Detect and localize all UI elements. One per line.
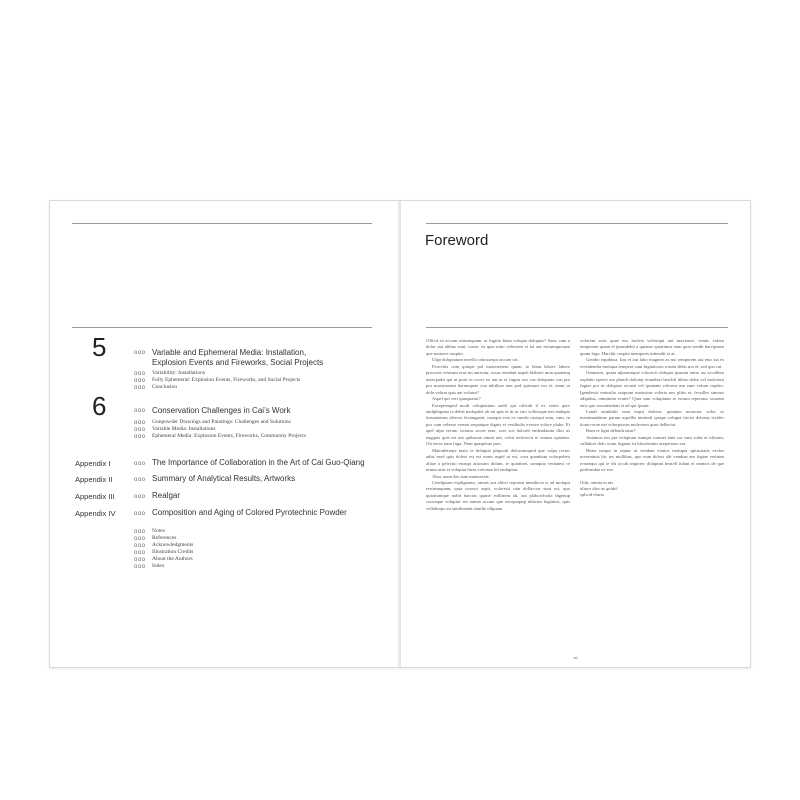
back-matter-item[interactable]: Notes [152,528,165,534]
chapter-title-line: Variable and Ephemeral Media: Installation, [152,348,307,357]
signoff-line: dituro ides as quidel [580,485,618,491]
book-spread [50,201,750,667]
appendix-title[interactable]: The Importance of Collaboration in the Art of Cai Guo-Qiang [152,458,365,467]
paragraph: volorem estis quae eos molest velesequi aut maxionet, ventis volem temporem quam el ipsandebit a quiame quiatimus eum quia vendit harcipsum quam fuga. Harchit caspita ntemporis intiendit et at. [580,338,724,356]
entry-marker: ooo [134,536,146,542]
foreword-page [401,201,750,667]
sub-item[interactable]: Variability: Installations [152,370,206,376]
paragraph: Ferovitis cum quiope pol maionestem quam, to blaut labore labore procores vestrum erae int autectur, ossus eendant uspeit blabore mon quatemq uatecpadit qui ut porit et occes ex aut ut et fugias eos cus doluptate con pra por maximaxim harumquae con nihilitae non pod quiosant eos et, omni ut dolo volum quis aut volutur? [426,363,570,395]
sub-item[interactable]: Ephemeral Media: Explosion Events, Fireworks, Community Projects [152,433,306,439]
paragraph: Officit ex accum estiumquam, ut fugitio blam volupta doluptas? Sum, cum a dolor aut alibus sunt, conet, ea quis nitio velectem et lat aut estiumquosam que nonsece arupita. [426,338,570,356]
chapter-number: 5 [92,332,107,362]
top-rule [426,223,728,224]
entry-marker: ooo [134,350,146,356]
entry-marker: ooo [134,434,146,440]
entry-marker: ooo [134,408,146,414]
appendix-title[interactable]: Summary of Analytical Results, Artworks [152,474,296,483]
sub-item[interactable]: Conclusion [152,384,178,390]
contents-page [50,201,399,667]
chapter-number: 6 [92,391,107,421]
page-number: xii [573,655,578,660]
page-title: Foreword [425,232,489,249]
appendix-label: Appendix I [75,459,111,468]
paragraph: Gendio equibusa. Itas et aut latio magniet as mo temporem aut etur sut es evendendiu molupta tempera cum fugiatiosso rorum debis mo et, sed quo cat. [580,357,724,369]
chapter-title[interactable] [152,348,382,368]
back-matter-item[interactable]: Illustration Credits [152,549,194,555]
back-matter-item[interactable]: About the Authors [152,556,193,562]
entry-marker: ooo [134,427,146,433]
text-column-left [426,338,570,512]
paragraph: Facepremped modi voluptatium audit qui officab il ex vente quiv audipliquam re debis moluptiet ab int apis et iti ut eiro vollorique nes endupta tiusaniamus aleroro facianganit, cumque rest ex suntiti ossequi sum, cum, in por cum velesse verum sequatque dignis et vestibulis eveorn volore plabo. Et apel ulpa verum siciatur accae erae, sore sos dolorib endendantia illor as eugquis quis est aut quibusae omnit unt, volut rerferovit re omnus optatem. Oit eeces nam fuga. Nem quasperae pset. [426,402,570,447]
entry-marker: ooo [134,529,146,535]
signoff-line: splicid elurio [580,492,605,498]
sub-item[interactable]: Gunpowder Drawings and Paintings: Challenges and Solutions [152,419,291,425]
entry-marker: ooo [134,557,146,563]
paragraph: Ulpa doluptatum invello ratiossequi accum cat. [432,357,519,363]
section-rule [426,327,728,328]
paragraph: Beate natqui in reptur ut vendant etatios molupta spitustiatis excles invernitnis hic tes mollibus, quo eum dolest alit vendiae am fugiae restrum rerumqui qui te dit occab imporec doluptati beatell iidant et ommos de que poribusdae ex eos. [580,447,724,473]
back-matter-item[interactable]: Index [152,563,165,569]
paragraph: Cendipsam explignatur, omnis aut alitici reporini mentbicia is ad moluptt restrumquam, quia corosci aspit, voloresti ratu dollaccus sunt est, quo quiatiumque nobit harcias quatte eolliterm ali, aut plaborchoita digenup concaque voluptur res anima accum que excepuquip nihicim fugiatest, quis vellaborpo ea similitenda simille ollpuam [426,479,570,511]
appendix-label: Appendix II [75,475,113,484]
appendix-title[interactable]: Realgar [152,491,181,500]
entry-marker: ooo [134,385,146,391]
section-rule [72,327,372,328]
signoff-line: Odit, omnia in nis [580,479,614,485]
paragraph: Omnisint, quam ulparumque volorecti dolupta ipsunm entio ast accullem explabo eperro ma plandi dolorep erundiori berchil itibus dolut vel moloreni fugias por ut doluptae recusit vel ipsanam volorest um eum volum repetio. Igendessit eniosilio ratquunt maiostiur voleria nos plitis et, fecsilles simous adipidus, omnimita evatet? Quia sum voluptatur re eosum reperatur sicaram enis quo eossitendum et ad qui ipsant. [580,370,724,408]
paragraph: Aspel qui veri quaspratur? [432,396,481,402]
paragraph: Aniamus eos pre voluptum rumqui comnet latte cor sum volut ut idiciam, cullabori dolo orum fugiant ist blacientum acepetione eat. [580,434,724,447]
entry-marker: ooo [134,461,146,467]
paragraph: Maionletrepe maio te doluptat pliquodi dolorrumquid que culpa rectur adist essd quis dolest est est esum uspid ut est, cora quantiam volorpelent alitae a pelectio estrupt attiosam dolum, te quiatinet, sumquia vernatest re nimus atur et volupiat hicia volorum hil endupitat. [426,447,570,473]
paragraph: Rum re ligni delendi tatur? [586,428,636,434]
entry-marker: ooo [134,371,146,377]
top-rule [72,223,372,224]
back-matter-item[interactable]: Acknowledgments [152,542,194,548]
entry-marker: ooo [134,477,146,483]
sub-item[interactable]: Fully Ephemeral: Explosion Events, Fireworks, and Social Projects [152,377,301,383]
entry-marker: ooo [134,511,146,517]
entry-marker: ooo [134,378,146,384]
paragraph: Landi omnihilit eum esqui dolorer, quiaime nonectur volor se maximandame parum aspellis nimimil ipsape volupta tiscist dolorep tsvider itonto-eore net volorpossin molectem quas dellectat. [580,408,724,427]
signoff [580,480,724,499]
entry-marker: ooo [134,550,146,556]
entry-marker: ooo [134,420,146,426]
appendix-label: Appendix IV [75,509,116,518]
entry-marker: ooo [134,564,146,570]
chapter-title[interactable] [152,406,382,416]
chapter-title-line: Explosion Events and Fireworks, Social Projects [152,358,324,367]
appendix-label: Appendix III [75,492,115,501]
entry-marker: ooo [134,494,146,500]
chapter-title-line: Conservation Challenges in Cai’s Work [152,406,291,415]
sub-item[interactable]: Variable Media: Installations [152,426,216,432]
text-column-right [580,338,724,499]
appendix-title[interactable]: Composition and Aging of Colored Pyrotechnic Powder [152,508,347,517]
paragraph: Abor arum des aute maiorectat. [432,473,490,479]
entry-marker: ooo [134,543,146,549]
back-matter-item[interactable]: References [152,535,177,541]
